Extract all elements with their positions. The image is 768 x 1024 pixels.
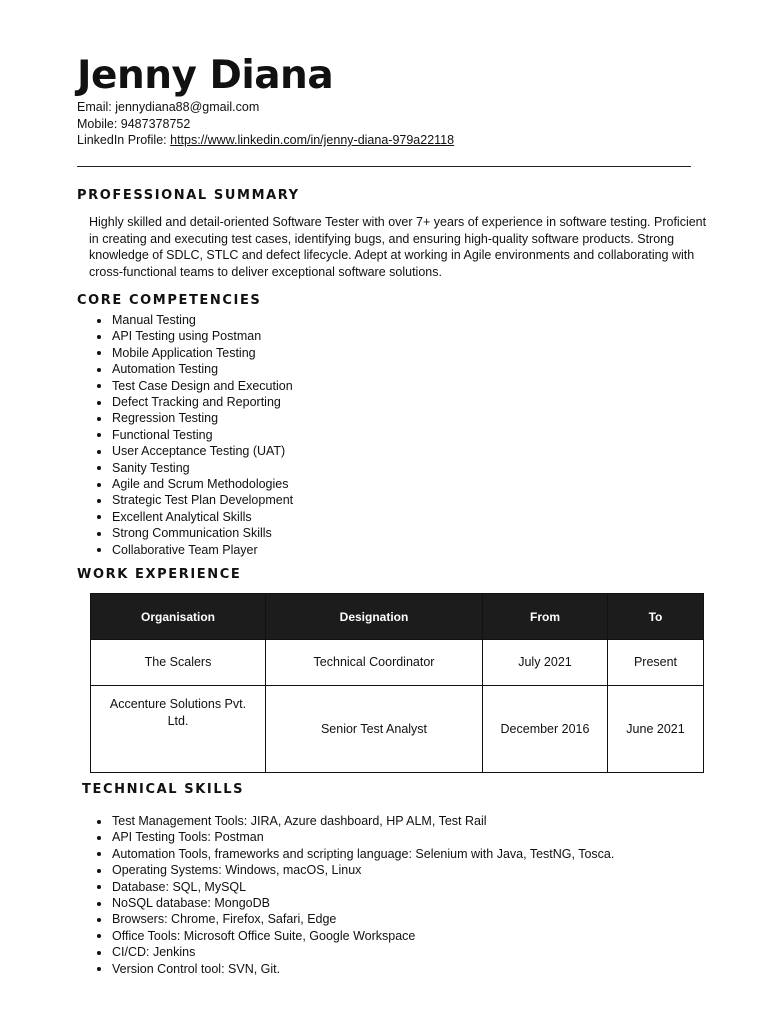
to-cell: June 2021	[608, 686, 704, 773]
bullet-icon	[97, 951, 101, 955]
from-cell: December 2016	[483, 686, 608, 773]
list-item-text: Test Management Tools: JIRA, Azure dashboard, HP ALM, Test Rail	[112, 814, 487, 828]
skills-heading: TECHNICAL SKILLS	[82, 782, 245, 797]
list-item	[77, 427, 293, 443]
list-item	[77, 410, 293, 426]
list-item	[77, 879, 614, 895]
list-item-text: CI/CD: Jenkins	[112, 945, 196, 960]
bullet-icon	[97, 885, 101, 889]
list-item	[77, 312, 293, 328]
header-divider	[77, 166, 691, 167]
list-item	[77, 443, 293, 459]
column-header-organisation: Organisation	[91, 594, 266, 640]
list-item	[77, 492, 293, 508]
bullet-icon	[97, 820, 101, 824]
list-item-text: Strong Communication Skills	[112, 526, 272, 541]
designation-cell: Technical Coordinator	[266, 640, 483, 686]
to-cell: Present	[608, 640, 704, 686]
list-item	[77, 928, 614, 944]
bullet-icon	[97, 351, 101, 355]
list-item-text: Functional Testing	[112, 427, 213, 442]
bullet-icon	[97, 433, 101, 437]
bullet-icon	[97, 450, 101, 454]
list-item-text: Automation Tools, frameworks and scripting language: Selenium with Java, TestNG, Tosca.	[112, 846, 615, 861]
bullet-icon	[97, 319, 101, 323]
competencies-list	[77, 312, 293, 558]
list-item	[77, 813, 614, 829]
list-item	[77, 378, 293, 394]
contact-block	[77, 99, 454, 149]
list-item-text: Regression Testing	[112, 411, 219, 426]
bullet-icon	[97, 548, 101, 552]
mobile-label: Mobile:	[77, 116, 118, 131]
bullet-icon	[97, 869, 101, 873]
list-item-text: Collaborative Team Player	[112, 542, 258, 557]
list-item-text: Excellent Analytical Skills	[112, 509, 252, 524]
list-item-text: Mobile Application Testing	[112, 345, 256, 360]
list-item-text: Manual Testing	[112, 313, 196, 327]
list-item-text: Automation Testing	[112, 362, 219, 377]
table-row	[91, 640, 704, 686]
column-header-from: From	[483, 594, 608, 640]
bullet-icon	[97, 836, 101, 840]
skills-list	[77, 813, 614, 977]
column-header-designation: Designation	[266, 594, 483, 640]
email-value: jennydiana88@gmail.com	[115, 100, 260, 114]
list-item	[77, 862, 614, 878]
bullet-icon	[97, 532, 101, 536]
list-item-text: Operating Systems: Windows, macOS, Linux	[112, 863, 362, 878]
summary-text: Highly skilled and detail-oriented Software Tester with over 7+ years of experience in software testing. Proficient in creating and executing test cases, identifying bugs, and ensuring high-quality software products. Strong knowledge of SDLC, STLC and defect lifecycle. Adept at working in Agile environments and collaborating with cross-functional teams to deliver exceptional software solutions.	[89, 215, 707, 279]
bullet-icon	[97, 384, 101, 388]
list-item	[77, 961, 614, 977]
list-item-text: Agile and Scrum Methodologies	[112, 477, 289, 492]
list-item	[77, 829, 614, 845]
bullet-icon	[97, 902, 101, 906]
list-item	[77, 525, 293, 541]
list-item	[77, 911, 614, 927]
list-item	[77, 361, 293, 377]
linkedin-link[interactable]: https://www.linkedin.com/in/jenny-diana-979a22118	[170, 133, 455, 147]
list-item-text: Office Tools: Microsoft Office Suite, Google Workspace	[112, 928, 416, 943]
email-row	[77, 99, 454, 116]
experience-heading: WORK EXPERIENCE	[77, 567, 242, 582]
bullet-icon	[97, 417, 101, 421]
mobile-value: 9487378752	[120, 116, 191, 131]
list-item	[77, 895, 614, 911]
list-item-text: Database: SQL, MySQL	[112, 879, 247, 894]
list-item	[77, 846, 614, 862]
bullet-icon	[97, 335, 101, 339]
list-item	[77, 460, 293, 476]
organisation-cell: The Scalers	[91, 640, 266, 686]
organisation-cell: Accenture Solutions Pvt. Ltd.	[91, 686, 266, 773]
bullet-icon	[97, 934, 101, 938]
linkedin-row	[77, 132, 454, 149]
list-item-text: User Acceptance Testing (UAT)	[112, 444, 286, 459]
work-experience-table	[90, 593, 704, 773]
bullet-icon	[97, 918, 101, 922]
list-item	[77, 542, 293, 558]
linkedin-label: LinkedIn Profile:	[77, 133, 167, 147]
list-item-text: Strategic Test Plan Development	[112, 493, 294, 508]
from-cell: July 2021	[483, 640, 608, 686]
list-item	[77, 328, 293, 344]
list-item-text: API Testing Tools: Postman	[112, 830, 264, 845]
list-item-text: Sanity Testing	[112, 460, 190, 475]
list-item	[77, 394, 293, 410]
bullet-icon	[97, 401, 101, 405]
bullet-icon	[97, 499, 101, 503]
summary-heading: PROFESSIONAL SUMMARY	[77, 188, 300, 203]
list-item-text: Test Case Design and Execution	[112, 378, 293, 393]
table-header-row	[91, 594, 704, 640]
designation-cell: Senior Test Analyst	[266, 686, 483, 773]
bullet-icon	[97, 515, 101, 519]
table-row	[91, 686, 704, 773]
candidate-name: Jenny Diana	[77, 53, 334, 98]
list-item-text: API Testing using Postman	[112, 329, 262, 344]
list-item-text: Defect Tracking and Reporting	[112, 395, 281, 410]
list-item	[77, 476, 293, 492]
mobile-row	[77, 116, 454, 133]
competencies-heading: CORE COMPETENCIES	[77, 293, 262, 308]
list-item	[77, 509, 293, 525]
list-item	[77, 944, 614, 960]
bullet-icon	[97, 852, 101, 856]
list-item-text: Version Control tool: SVN, Git.	[112, 961, 281, 976]
bullet-icon	[97, 368, 101, 372]
email-label: Email:	[77, 100, 112, 114]
column-header-to: To	[608, 594, 704, 640]
list-item	[77, 345, 293, 361]
list-item-text: Browsers: Chrome, Firefox, Safari, Edge	[112, 912, 337, 927]
list-item-text: NoSQL database: MongoDB	[112, 896, 270, 911]
bullet-icon	[97, 466, 101, 470]
bullet-icon	[97, 483, 101, 487]
bullet-icon	[97, 967, 101, 971]
